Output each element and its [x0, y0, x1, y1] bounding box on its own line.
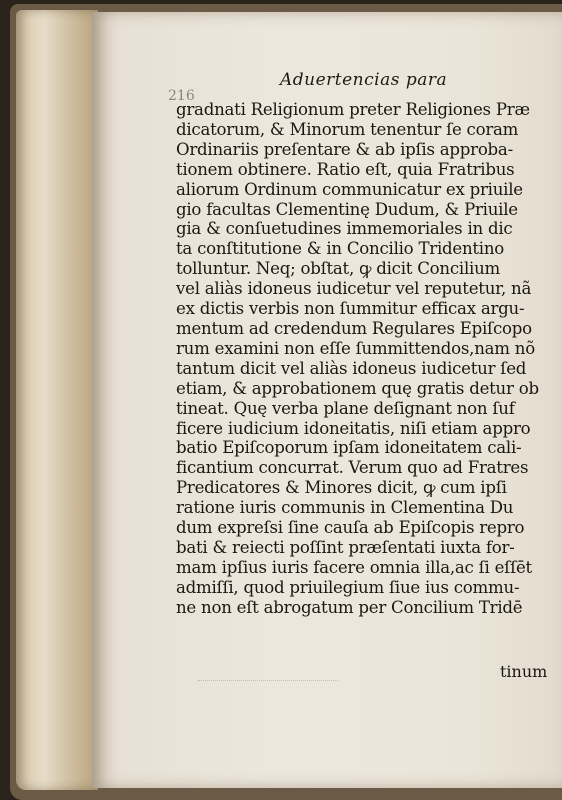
text-line: etiam, & approbationem quę gratis detur ob	[176, 378, 539, 398]
text-line: Ordinariis preſentare & ab ipſis approba-	[176, 139, 513, 159]
page-edges	[16, 10, 98, 790]
text-line: ne non eſt abrogatum per Concilium Tridē	[176, 597, 523, 617]
text-line: tionem obtinere. Ratio eſt, quia Fratribus	[176, 159, 515, 179]
body-text	[176, 100, 560, 618]
text-line: mam ipſius iuris facere omnia illa,ac ſi eſſēt	[176, 557, 532, 577]
text-line: ficere iudicium idoneitatis, niſi etiam appro	[176, 418, 531, 438]
text-line: aliorum Ordinum communicatur ex priuile	[176, 179, 523, 199]
text-line: ta conſtitutione & in Concilio Tridentino	[176, 239, 505, 259]
text-line: gradnati Religionum preter Religiones Præ	[176, 100, 530, 119]
text-line: admiſſi, quod priuilegium ſiue ius commu-	[176, 577, 520, 597]
text-line: tantum dicit vel aliàs idoneus iudicetur ſed	[176, 358, 527, 378]
bleed-through-marks	[198, 680, 338, 695]
text-line: bati & reiecti poſſint præſentati iuxta for-	[176, 537, 515, 557]
running-title: Aduertencias para	[280, 70, 448, 90]
text-line: ficantium concurrat. Verum quo ad Fratres	[176, 458, 529, 478]
text-line: dicatorum, & Minorum tenentur ſe coram	[176, 119, 519, 139]
text-line: gia & conſuetudines immemoriales in dic	[176, 219, 513, 239]
text-line: batio Epiſcoporum ipſam idoneitatem cali-	[176, 438, 522, 458]
text-line: tineat. Quę verba plane deſignant non ſuf	[176, 398, 515, 418]
text-line: tolluntur. Neq; obſtat, ꝙ dicit Concilium	[176, 259, 500, 279]
catchword: tinum	[500, 662, 548, 681]
text-line: ratione iuris communis in Clementina Du	[176, 498, 514, 518]
text-line: dum expreſsi ſine cauſa ab Epiſcopis repro	[176, 518, 525, 538]
text-line: mentum ad credendum Regulares Epiſcopo	[176, 318, 532, 338]
text-line: ex dictis verbis non ſummitur efficax argu-	[176, 299, 525, 319]
text-line: vel aliàs idoneus iudicetur vel reputetur, nã	[176, 279, 532, 299]
text-line: rum examini non eſſe ſummittendos,nam nõ	[176, 338, 535, 358]
text-line: Predicatores & Minores dicit, ꝙ cum ipſi	[176, 478, 507, 498]
text-line: gio facultas Clementinę Dudum, & Priuile	[176, 199, 518, 219]
page-number: 216	[168, 88, 195, 104]
